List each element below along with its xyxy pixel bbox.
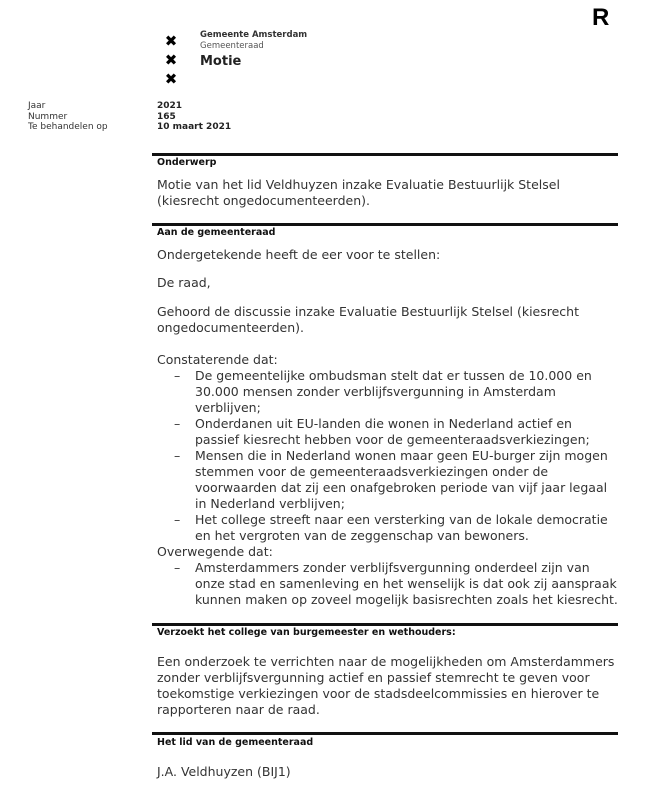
noting-block <box>157 352 627 608</box>
council-name: Gemeenteraad <box>200 41 264 51</box>
request-line: zonder verblijfsvergunning actief en passief stemrecht te geven voor <box>157 670 590 685</box>
list-item <box>157 368 627 416</box>
document-header <box>200 30 307 70</box>
meta-labels <box>28 101 108 133</box>
section-divider <box>152 223 618 226</box>
date-label: Te behandelen op <box>28 122 108 132</box>
number-value: 165 <box>157 111 176 122</box>
list-line: 30.000 mensen zonder verblijfsvergunning in Amsterdam <box>195 384 556 399</box>
dash-bullet: – <box>174 448 181 463</box>
cross-icon: ✖ <box>164 51 178 69</box>
dash-bullet: – <box>174 560 181 575</box>
list-line: onze stad en samenleving en het wenselijk is dat ook zij aanspraak <box>195 576 617 591</box>
list-line: stemmen voor de gemeenteraadsverkiezingen onder de <box>195 464 549 479</box>
list-line: voorwaarden dat zij een onafgebroken periode van vijf jaar legaal <box>195 480 608 495</box>
noting-label: Constaterende dat: <box>157 352 278 367</box>
intro-text: Ondergetekende heeft de eer voor te stellen: <box>157 247 441 262</box>
list-line: kunnen maken op zoveel mogelijk basisrechten zoals het kiesrecht. <box>195 592 618 607</box>
dash-bullet: – <box>174 368 181 383</box>
section-divider <box>152 732 618 735</box>
list-line: Onderdanen uit EU-landen die wonen in Nederland actief en <box>195 416 572 431</box>
list-line: in Nederland verblijven; <box>195 496 345 511</box>
request-line: toekomstige verkiezingen voor de stadsdeelcommissies en hierover te <box>157 686 600 701</box>
noting-list <box>157 368 627 544</box>
number-label: Nummer <box>28 111 68 122</box>
section-divider <box>152 153 618 156</box>
year-label: Jaar <box>28 101 46 111</box>
cross-icon: ✖ <box>164 32 178 50</box>
list-line: en het vergroten van de zeggenschap van bewoners. <box>195 528 529 543</box>
list-item <box>157 416 627 448</box>
salutation-text: De raad, <box>157 275 211 290</box>
heard-text <box>157 304 627 336</box>
corner-mark: R <box>592 4 610 31</box>
amsterdam-logo-icon <box>163 32 179 89</box>
request-heading: Verzoekt het college van burgemeester en wethouders: <box>157 627 456 638</box>
year-value: 2021 <box>157 101 183 111</box>
list-item <box>157 448 627 512</box>
list-line: passief kiesrecht hebben voor de gemeenteraadsverkiezingen; <box>195 432 590 447</box>
list-item <box>157 512 627 544</box>
subject-line: Motie van het lid Veldhuyzen inzake Evaluatie Bestuurlijk Stelsel <box>157 177 560 192</box>
heard-line: Gehoord de discussie inzake Evaluatie Bestuurlijk Stelsel (kiesrecht <box>157 304 580 319</box>
subject-text <box>157 177 627 209</box>
dash-bullet: – <box>174 512 181 527</box>
list-line: Amsterdammers zonder verblijfsvergunning onderdeel zijn van <box>195 560 590 575</box>
list-line: Het college streeft naar een versterking van de lokale democratie <box>195 512 608 527</box>
request-line: rapporteren naar de raad. <box>157 702 320 717</box>
to-council-heading: Aan de gemeenteraad <box>157 227 276 238</box>
request-line: Een onderzoek te verrichten naar de mogelijkheden om Amsterdammers <box>157 654 615 669</box>
meta-values <box>157 101 231 133</box>
date-value: 10 maart 2021 <box>157 122 232 132</box>
request-text <box>157 654 627 718</box>
section-divider <box>152 623 618 626</box>
document-title: Motie <box>200 54 242 69</box>
member-name: J.A. Veldhuyzen (BIJ1) <box>157 764 291 779</box>
heard-line: ongedocumenteerden). <box>157 320 304 335</box>
list-line: De gemeentelijke ombudsman stelt dat er tussen de 10.000 en <box>195 368 592 383</box>
cross-icon: ✖ <box>164 70 178 88</box>
considering-label: Overwegende dat: <box>157 544 273 559</box>
subject-heading: Onderwerp <box>157 157 217 168</box>
list-item <box>157 560 627 608</box>
list-line: verblijven; <box>195 400 261 415</box>
subject-line: (kiesrecht ongedocumenteerden). <box>157 193 370 208</box>
list-line: Mensen die in Nederland wonen maar geen EU-burger zijn mogen <box>195 448 608 463</box>
member-heading: Het lid van de gemeenteraad <box>157 737 314 748</box>
organization-name: Gemeente Amsterdam <box>200 30 308 40</box>
considering-list <box>157 560 627 608</box>
dash-bullet: – <box>174 416 181 431</box>
